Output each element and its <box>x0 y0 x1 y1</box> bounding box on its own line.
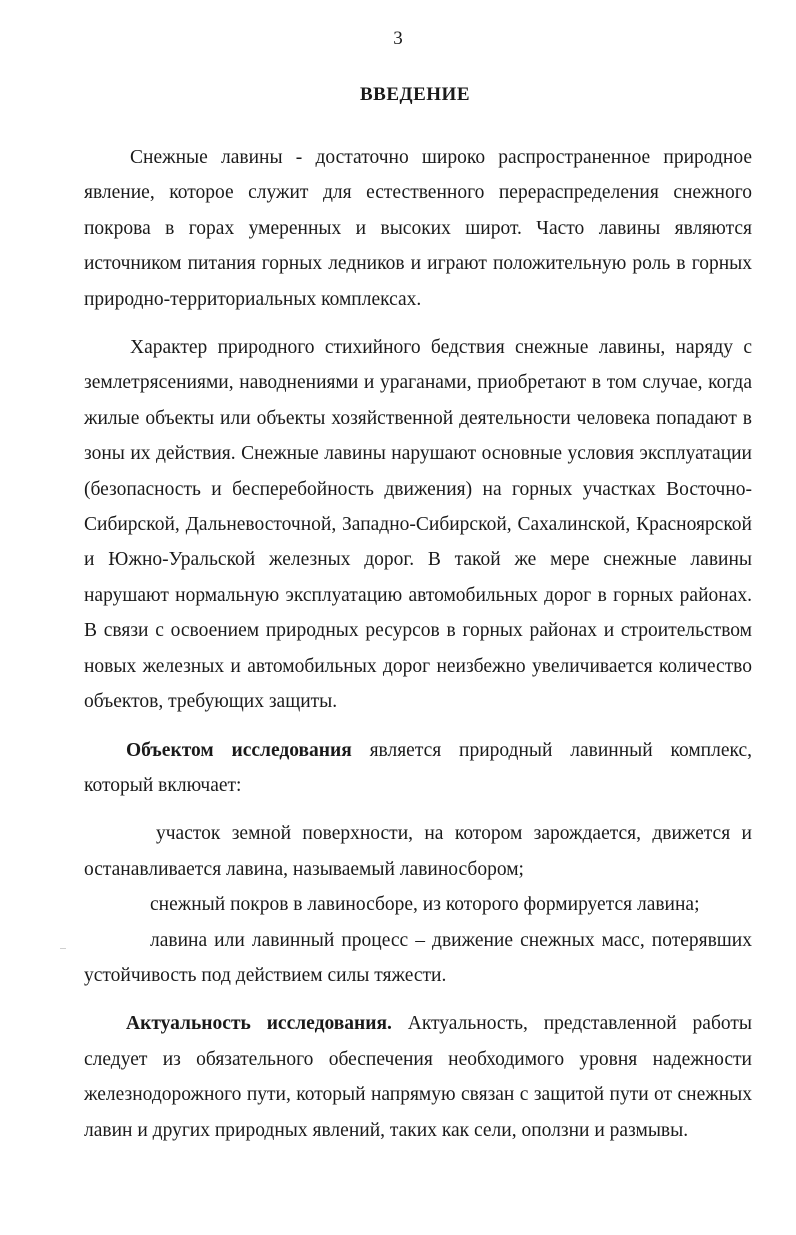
object-text: является природный лавинный комплекс, который включает: <box>84 739 752 796</box>
paragraph-relevance <box>84 1006 752 1148</box>
relevance-text: Актуальность, представленной работы следует из обязательного обеспечения необходимого уровня надежности железнодорожного пути, который напрямую связан с защитой пути от снежных лавин и других природных явлений, таких как сели, оползни и размывы. <box>84 1013 752 1141</box>
document-body <box>84 140 752 1161</box>
scan-mark <box>60 948 66 949</box>
paragraph-intro: Снежные лавины - достаточно широко распространенное природное явление, которое служит для естественного перераспределения снежного покрова в горах умеренных и высоких широт. Часто лавины являются источником питания горных ледников и играют положительную роль в горных природно-территориальных комплексах. <box>84 147 752 310</box>
page-number: 3 <box>393 28 403 49</box>
list-item: снежный покров в лавиносборе, из которого формируется лавина; <box>150 894 700 916</box>
paragraph-object <box>84 733 752 804</box>
paragraph-disaster: Характер природного стихийного бедствия снежные лавины, наряду с землетрясениями, наводнениями и ураганами, приобретают в том случае, когда жилые объекты или объекты хозяйственной деятельности человека попадают в зоны их действия. Снежные лавины нарушают основные условия эксплуатации (безопасность и бесперебойность движения) на горных участках Восточно-Сибирской, Дальневосточной, Западно-Сибирской, Сахалинской, Красноярской и Южно-Уральской железных дорог. В такой же мере снежные лавины нарушают нормальную эксплуатацию автомобильных дорог в горных районах. В связи с освоением природных ресурсов в горных районах и строительством новых железных и автомобильных дорог неизбежно увеличивается количество объектов, требующих защиты. <box>84 337 752 713</box>
object-label: Объектом исследования <box>126 739 352 761</box>
list-item: лавина или лавинный процесс – движение снежных масс, потерявших устойчивость под действием силы тяжести. <box>84 929 752 986</box>
relevance-label: Актуальность исследования. <box>126 1013 392 1035</box>
section-heading: ВВЕДЕНИЕ <box>360 84 470 105</box>
list-item: участок земной поверхности, на котором зарождается, движется и останавливается лавина, называемый лавиносбором; <box>84 823 752 880</box>
